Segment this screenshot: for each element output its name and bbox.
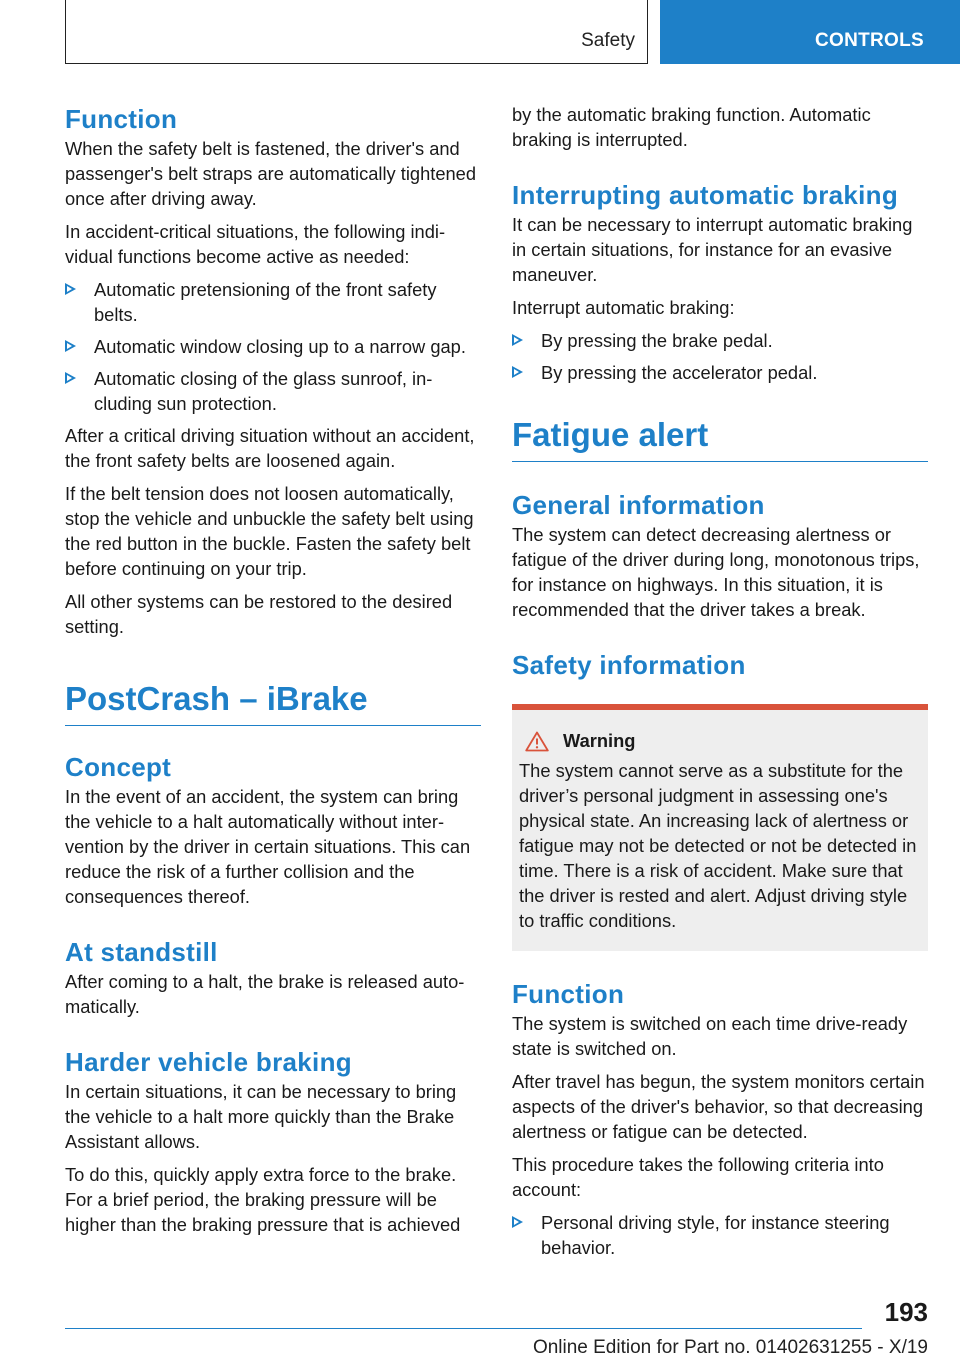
header-box: [65, 0, 648, 64]
criteria-list: [512, 1210, 928, 1260]
paragraph: When the safety belt is fastened, the driver's and passenger's belt straps are automatically tightened once after driving away.: [65, 138, 476, 209]
paragraph: After coming to a halt, the brake is released automatically.: [65, 971, 465, 1017]
general-info-heading: General information: [512, 490, 765, 520]
bullet-triangle-icon: [65, 340, 76, 352]
paragraph: All other systems can be restored to the desired setting.: [65, 591, 453, 637]
bullet-triangle-icon: [65, 283, 76, 295]
harder-braking-heading: Harder vehicle braking: [65, 1047, 352, 1077]
header-chapter-label: CONTROLS: [815, 30, 925, 51]
paragraph: If the belt tension does not loosen automatically, stop the vehicle and unbuckle the safety belt using the red button in the buckle. Fasten the safety belt before continuing on your trip.: [65, 483, 474, 579]
list-item-text: Personal driving style, for instance steering behavior.: [541, 1212, 890, 1258]
bullet-triangle-icon: [512, 366, 523, 378]
list-item: [512, 1210, 928, 1260]
safety-info-heading: Safety information: [512, 650, 746, 680]
paragraph: It can be necessary to interrupt automatic braking in certain situations, for instance for an evasive maneuver.: [512, 214, 913, 285]
paragraph: by the automatic braking function. Automatic braking is interrupted.: [512, 104, 871, 150]
list-item-text: Automatic window closing up to a narrow gap.: [94, 336, 466, 357]
bullet-triangle-icon: [65, 372, 76, 384]
paragraph: Interrupt automatic braking:: [512, 297, 735, 318]
list-item-text: Automatic pretensioning of the front safety belts.: [94, 279, 437, 325]
paragraph: In the event of an accident, the system can bring the vehicle to a halt automatically without intervention by the driver in certain situations. This can reduce the risk of a further collision and the consequences thereof.: [65, 786, 471, 907]
left-column: [65, 102, 481, 1245]
footer-divider: [65, 1328, 862, 1329]
paragraph: To do this, quickly apply extra force to the brake. For a brief period, the braking pressure will be higher than the braking pressure that is achieved: [65, 1164, 461, 1235]
fatigue-alert-heading: Fatigue alert: [512, 413, 928, 462]
paragraph: In certain situations, it can be necessary to bring the vehicle to a halt more quickly than the Brake Assistant allows.: [65, 1081, 457, 1152]
list-item: [512, 328, 928, 353]
footer-edition: Online Edition for Part no. 01402631255 - X/19: [532, 1337, 928, 1358]
warning-box: [512, 704, 928, 951]
page-number: 193: [884, 1297, 928, 1327]
concept-heading: Concept: [65, 752, 172, 782]
function-heading: Function: [65, 104, 178, 134]
postcrash-heading: PostCrash – iBrake: [65, 677, 481, 726]
right-column: [512, 102, 928, 1267]
paragraph: In accident-critical situations, the following individual functions become active as needed:: [65, 221, 446, 267]
header-section-title: Safety: [581, 30, 635, 51]
warning-triangle-icon: [525, 731, 549, 752]
paragraph: The system can detect decreasing alertness or fatigue of the driver during long, monotonous trips, for instance on highways. In this situation, it is recommended that the driver takes a break.: [512, 524, 920, 620]
interrupt-list: [512, 328, 928, 385]
list-item: [65, 366, 481, 416]
list-item-text: Automatic closing of the glass sunroof, including sun protection.: [94, 368, 433, 414]
warning-title: Warning: [563, 730, 636, 751]
function-heading: Function: [512, 979, 625, 1009]
bullet-triangle-icon: [512, 334, 523, 346]
list-item-text: By pressing the accelerator pedal.: [541, 362, 818, 383]
paragraph: After a critical driving situation without an accident, the front safety belts are loosened again.: [65, 425, 475, 471]
list-item: [512, 360, 928, 385]
interrupt-heading: Interrupting automatic braking: [512, 180, 899, 210]
bullet-triangle-icon: [512, 1216, 523, 1228]
function-list: [65, 277, 481, 416]
paragraph: The system is switched on each time drive-ready state is switched on.: [512, 1013, 908, 1059]
paragraph: This procedure takes the following criteria into account:: [512, 1154, 884, 1200]
warning-header: [525, 730, 921, 752]
paragraph: After travel has begun, the system monitors certain aspects of the driver's behavior, so that decreasing alertness or fatigue can be detected.: [512, 1071, 925, 1142]
list-item: [65, 334, 481, 359]
header-chapter-tab: [660, 0, 960, 64]
standstill-heading: At standstill: [65, 937, 218, 967]
warning-text: The system cannot serve as a substitute for the driver’s personal judgment in assessing one's physical state. An increasing lack of alertness or fatigue may not be detected or not be detected in time. There is a risk of accident. Make sure that the driver is rested and alert. Adjust driving style to traffic conditions.: [519, 760, 917, 931]
list-item: [65, 277, 481, 327]
list-item-text: By pressing the brake pedal.: [541, 330, 773, 351]
